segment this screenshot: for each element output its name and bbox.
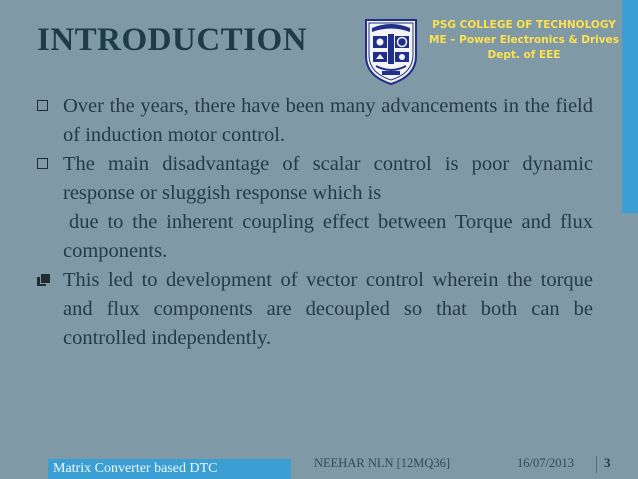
- footer-author: NEEHAR NLN [12MQ36]: [314, 456, 451, 470]
- footer-divider: [596, 456, 597, 473]
- department-name: Dept. of EEE: [487, 49, 561, 61]
- bullet-text: Over the years, there have been many advancements in the field of induction motor control.: [63, 95, 593, 146]
- institution-header: [424, 18, 624, 63]
- bullet-continuation: [37, 208, 593, 266]
- program-name: ME – Power Electronics & Drives: [429, 34, 619, 46]
- slide-title: INTRODUCTION: [37, 22, 308, 58]
- college-logo-icon: [358, 16, 424, 86]
- college-name: PSG COLLEGE OF TECHNOLOGY: [432, 19, 616, 31]
- accent-strip: [622, 0, 638, 213]
- bullet-item: [37, 150, 593, 208]
- hollow-square-bullet-icon: [37, 100, 48, 111]
- hollow-square-bullet-icon: [37, 158, 48, 169]
- bullet-item: [37, 266, 593, 353]
- continuation-text: due to the inherent coupling effect between Torque and flux components.: [63, 211, 593, 262]
- bullet-text: The main disadvantage of scalar control is poor dynamic response or sluggish response which is: [63, 153, 593, 204]
- bullet-text: This led to development of vector control wherein the torque and flux components are decoupled so that both can be controlled independently.: [63, 269, 593, 349]
- filled-square-bullet-icon: [37, 274, 50, 287]
- footer-date: 16/07/2013: [517, 456, 574, 470]
- slide-body: [37, 92, 593, 353]
- footer-topic: Matrix Converter based DTC: [48, 459, 291, 479]
- page-number: 3: [604, 455, 611, 470]
- bullet-item: [37, 92, 593, 150]
- slide-footer: [0, 451, 638, 479]
